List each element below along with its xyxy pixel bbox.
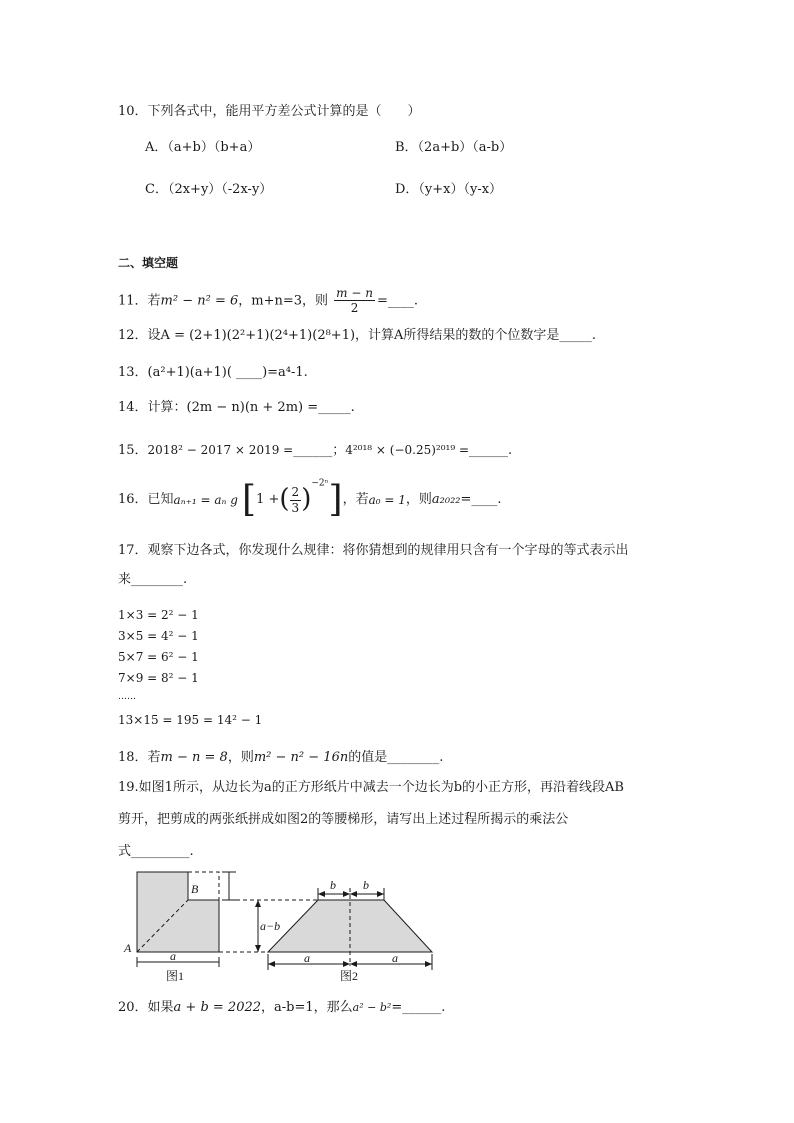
fig2-a-arrow-1	[268, 961, 275, 967]
fig1-caption: 图1	[166, 969, 185, 983]
q11	[118, 286, 418, 316]
q16-close-paren: )	[301, 484, 312, 515]
q12-expression: A = (2+1)(2²+1)(2⁴+1)(2⁸+1)	[160, 328, 356, 343]
q17-equation-2: 3×5 = 4² − 1	[118, 629, 199, 643]
q17-equation-5: 13×15 = 195 = 14² − 1	[118, 713, 263, 727]
q14-prefix: 14．计算：	[118, 400, 187, 415]
q17-ellipsis: ……	[118, 692, 136, 702]
q18-suffix: 的值是________.	[348, 750, 444, 765]
q20-expression: a² − b²	[352, 1001, 392, 1014]
q10-stem: 10．下列各式中，能用平方差公式计算的是（ ）	[118, 104, 421, 119]
q11-mid: ，m+n=3，则	[238, 293, 329, 309]
fig1-label-a-point: A	[124, 941, 132, 955]
q16-frac-den: 3	[291, 500, 300, 515]
q16-mid: ，若	[342, 492, 369, 508]
fig2-label-b-right: b	[363, 878, 369, 892]
q20-mid: ，a-b=1，那么	[261, 1000, 353, 1015]
q14-expression: (2m − n)(n + 2m) =	[186, 400, 319, 415]
q16-suffix: =____.	[460, 492, 502, 508]
q16-close-bracket: ]	[328, 479, 343, 520]
q15-separator: ______；	[293, 443, 346, 458]
q17-equation-3: 5×7 = 6² − 1	[118, 650, 199, 664]
fig1-label-a: a	[170, 949, 176, 963]
q18	[118, 750, 443, 766]
q18-prefix: 18．若	[118, 750, 161, 765]
fig1-label-b-point: B	[191, 882, 199, 896]
q16-exponent: −2ⁿ	[311, 478, 329, 489]
fig2-b-arrow-3	[350, 891, 357, 897]
fig2-b-arrow-1	[318, 891, 325, 897]
q16-prefix: 16．已知	[118, 492, 174, 508]
q16-condition: a₀ = 1	[368, 492, 406, 507]
q12-suffix: ，计算A所得结果的数的个位数字是_____.	[355, 328, 597, 343]
q20	[118, 1000, 445, 1016]
fig2-label-b-left: b	[330, 878, 336, 892]
label-a-minus-b: a−b	[260, 919, 281, 933]
q16-fraction	[290, 485, 302, 515]
q18-condition: m − n = 8	[160, 750, 228, 765]
fig2-a-arrow-4	[425, 961, 432, 967]
q19-line-2: 剪开，把剪成的两张纸拼成如图2的等腰梯形，请写出上述过程所揭示的乘法公	[118, 812, 569, 827]
fig2-label-a-left: a	[304, 951, 310, 965]
q19-figure	[118, 866, 448, 988]
q16-target: a₂₀₂₂	[431, 492, 461, 508]
q15-suffix: ______.	[469, 443, 513, 458]
q18-expression: m² − n² − 16n	[253, 750, 349, 765]
q16-bracket-inner: 1 +	[256, 492, 280, 508]
q11-prefix: 11．若	[118, 293, 161, 309]
q17-line-1: 17．观察下边各式，你发现什么规律：将你猜想到的规律用只含有一个字母的等式表示出	[118, 543, 629, 558]
fig2-a-arrow-3	[350, 961, 357, 967]
q16-open-paren: (	[279, 484, 290, 515]
q13: 13．(a²+1)(a+1)( ____)=a⁴-1.	[118, 365, 308, 380]
q11-numerator: m − n	[336, 286, 373, 300]
q16-frac-num: 2	[291, 485, 300, 500]
q15	[118, 443, 512, 459]
q20-prefix: 20．如果	[118, 1000, 174, 1015]
q20-suffix: =______.	[391, 1000, 446, 1015]
fig2-a-arrow-2	[343, 961, 350, 967]
q19-line-1: 19.如图1所示，从边长为a的正方形纸片中减去一个边长为b的小正方形，再沿着线段AB	[118, 780, 624, 795]
a-minus-b-arrow-down	[255, 945, 261, 952]
q16-open-bracket: [	[242, 479, 257, 520]
a-minus-b-arrow-up	[255, 900, 261, 907]
q16	[118, 478, 502, 528]
q11-fraction	[334, 286, 375, 316]
q20-condition: a + b = 2022	[173, 1000, 262, 1015]
q10-option-a: A．（a+b）（b+a）	[145, 140, 261, 155]
q14-suffix: _____.	[318, 400, 355, 415]
fig2-b-arrow-4	[377, 891, 384, 897]
q17-equation-4: 7×9 = 8² − 1	[118, 671, 199, 685]
q18-mid: ，则	[227, 750, 254, 765]
q15-prefix: 15．	[118, 443, 148, 458]
q11-denominator: 2	[350, 301, 359, 316]
section-title: 二、填空题	[118, 256, 179, 270]
q15-expression-2: 4²⁰¹⁸ × (−0.25)²⁰¹⁹ =	[345, 443, 470, 457]
q19-line-3: 式_________.	[118, 844, 194, 859]
q12	[118, 328, 596, 344]
q17-line-2: 来________.	[118, 572, 188, 587]
figure-1	[123, 872, 236, 983]
q16-mid2: ，则	[405, 492, 432, 508]
fig2-caption: 图2	[340, 969, 359, 983]
q11-suffix: =____.	[376, 293, 418, 309]
fig2-label-a-right: a	[392, 951, 398, 965]
q17-equation-1: 1×3 = 2² − 1	[118, 608, 199, 622]
q14	[118, 400, 355, 416]
q10-option-b: B．（2a+b）（a-b）	[395, 140, 513, 155]
fig2-b-arrow-2	[343, 891, 350, 897]
q16-lhs: aₙ₊₁ = aₙ g	[173, 492, 238, 507]
q11-condition: m² − n² = 6	[160, 293, 239, 309]
q15-expression-1: 2018² − 2017 × 2019 =	[147, 443, 294, 457]
q10-option-d: D．（y+x）（y-x）	[395, 182, 503, 197]
q12-prefix: 12．设	[118, 328, 161, 343]
figure-2	[268, 878, 432, 983]
q10-option-c: C．（2x+y）（-2x-y）	[145, 182, 273, 197]
